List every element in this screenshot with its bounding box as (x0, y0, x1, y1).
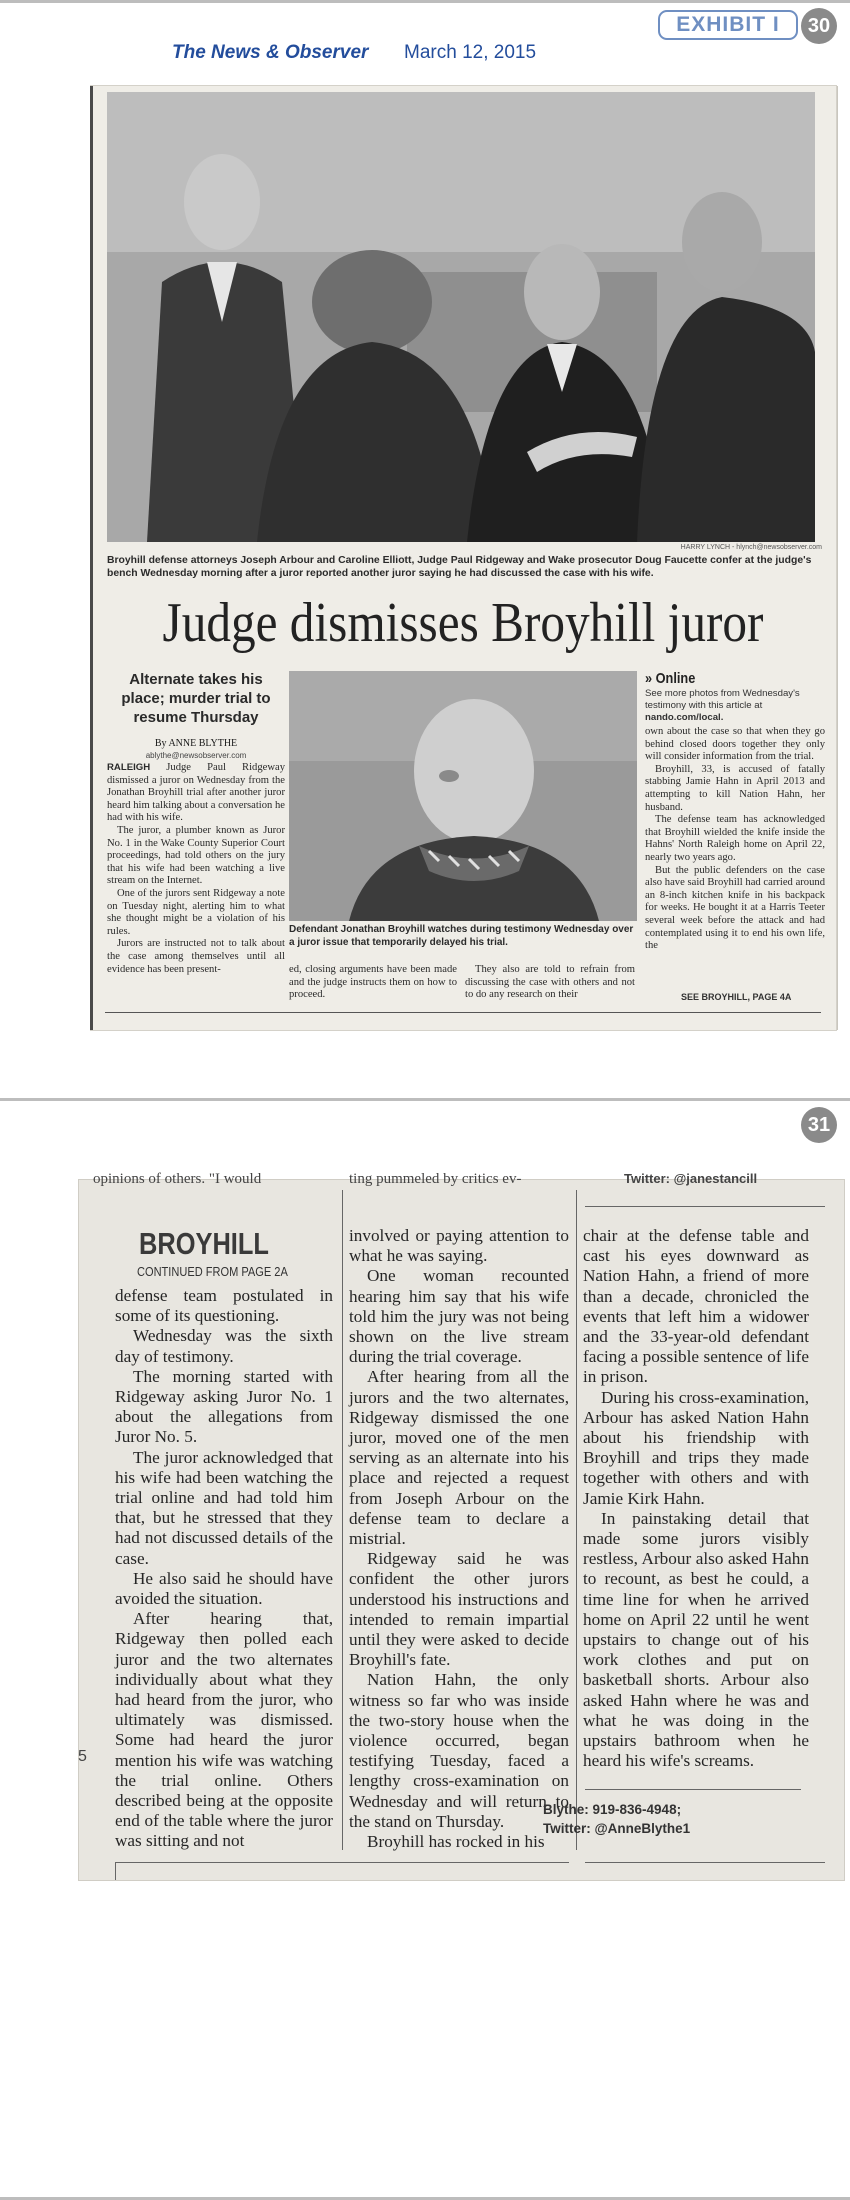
article-paragraph: In painstaking detail that made some jurors visibly restless, Arbour also asked Hahn to recount, as best he could, a time line for when he arrived home on April 22 until he went upstairs to change out of his work clothes and put on basketball shorts. Arbour also asked Hahn where he was and what he was doing in the upstairs bathroom when he heard his wife's screams. (583, 1508, 809, 1771)
online-link[interactable]: nando.com/local. (645, 712, 724, 723)
article-paragraph: Broyhill has rocked in his (367, 1832, 545, 1852)
author-phone: Blythe: 919-836-4948; (543, 1802, 682, 1817)
article-paragraph: Nation Hahn, the only witness so far who was inside the two-story house when the violence occurred, began testifying Tuesday, faced a lengthy cross-examination on Wednesday and will return to the stand on Thursday. (349, 1670, 569, 1831)
article-paragraph: After hearing that, Ridgeway then polled each juror and the two alternates individually about what they had heard from the juror, who ultimately was dismissed. Some had heard the juror mention his wife was watching the trial online. Others described being at the opposite end of the table where the juror was sitting and not (115, 1609, 333, 1851)
article-paragraph: After hearing from all the jurors and the two alternates, Ridgeway dismissed the one juror, moved one of the men serving as an alternate into his place and rejected a request from Joseph Arbour on the defense team to declare a mistrial. (349, 1367, 569, 1549)
courtroom-photo (107, 92, 815, 542)
bottom-rule (585, 1862, 825, 1863)
page-divider (0, 1098, 850, 1101)
page-number-badge-2: 31 (801, 1107, 837, 1143)
cut-text-middle: ting pummeled by critics ev- (349, 1171, 522, 1187)
page-top-border (0, 0, 850, 3)
article-paragraph (107, 762, 285, 825)
continued-from-label: CONTINUED FROM PAGE 2A (137, 1264, 288, 1279)
defendant-photo (289, 671, 637, 921)
article-paragraph: During his cross-examination, Arbour has asked Nation Hahn about his friendship with Broyhill and trips they made together with others and with Jamie Kirk Hahn. (583, 1387, 809, 1508)
article-paragraph: One of the jurors sent Ridgeway a note on Tuesday night, alerting him to what she thought might be a violation of his rules. (107, 887, 285, 937)
photo-credit: HARRY LYNCH - hlynch@newsobserver.com (680, 544, 822, 551)
article-paragraph: own about the case so that when they go behind closed doors together they only will consider information from the trial. (645, 726, 825, 763)
article-column-1 (107, 762, 285, 976)
article-paragraph: The juror, a plumber known as Juror No. 1 in the Wake County Superior Court proceedings, had told others on the jury that his wife had been watching a live stream on the Internet. (107, 824, 285, 887)
contact-rule (585, 1789, 801, 1790)
subheadline: Alternate takes his place; murder trial to resume Thursday (121, 671, 271, 726)
article-paragraph: One woman recounted hearing him say that his wife told him the jury was not being shown on the live stream during the trial coverage. (349, 1266, 569, 1367)
exhibit-label: EXHIBIT I (658, 10, 798, 40)
author-contact (543, 1800, 690, 1838)
newspaper-clipping-page1 (91, 86, 836, 1030)
courtroom-photo-illustration (107, 92, 815, 542)
photo-caption: Broyhill defense attorneys Joseph Arbour and Caroline Elliott, Judge Paul Ridgeway and Wake prosecutor Doug Faucette confer at the judge's bench Wednesday morning after a juror reported another juror saying he had discussed the case with his wife. (107, 555, 812, 579)
paragraph-text: Judge Paul Ridgeway dismissed a juror on Wednesday from the Jonathan Broyhill trial after another juror heard him talking about a conversation he had with his wife. (107, 762, 285, 824)
publication-name: The News & Observer (172, 42, 369, 63)
online-promo (645, 688, 825, 724)
headline: Judge dismisses Broyhill juror (162, 592, 764, 654)
newspaper-clipping-page2 (79, 1171, 844, 1880)
publication-date: March 12, 2015 (404, 42, 537, 63)
article-column-3 (465, 964, 635, 1002)
article-paragraph: ed, closing arguments have been made and the judge instructs them on how to proceed. (289, 964, 457, 1001)
article-paragraph: Wednesday was the sixth day of testimony. (115, 1326, 333, 1366)
article-column-2 (289, 964, 457, 1002)
cut-text-right: Twitter: @janestancill (624, 1171, 758, 1186)
article-paragraph: The defense team has acknowledged that Broyhill wielded the knife inside the Hahns' North Raleigh home on April 22, nearly two years ago. (645, 814, 825, 863)
column-rule (585, 1206, 825, 1207)
jump-column-1 (115, 1286, 333, 1852)
article-paragraph: chair at the defense table and cast his eyes downward as Nation Hahn, a friend of more than a decade, chronicled the events that left him a widower and the 33-year-old defendant facing a possible sentence of life in prison. (583, 1226, 809, 1387)
cut-text-left: opinions of others. "I would (93, 1171, 262, 1187)
article-paragraph: He also said he should have avoided the situation. (115, 1568, 333, 1609)
bottom-rule (105, 1012, 821, 1013)
dateline: RALEIGH (107, 762, 151, 773)
continued-on-label: SEE BROYHILL, PAGE 4A (681, 992, 792, 1002)
column-divider (342, 1190, 343, 1850)
margin-mark: 5 (78, 1748, 87, 1765)
box-edge (115, 1862, 116, 1880)
jump-headline: BROYHILL (139, 1226, 269, 1261)
article-paragraph: The morning started with Ridgeway asking Juror No. 1 about the allegations from Juror No. 5. (115, 1366, 333, 1447)
online-heading: » Online (645, 670, 696, 687)
article-paragraph: defense team postulated in some of its questioning. (115, 1286, 333, 1326)
article-paragraph: Ridgeway said he was confident the other jurors understood his instructions and intended to remain impartial until they were asked to decide Broyhill's fate. (349, 1549, 569, 1670)
page-number-badge: 30 (801, 8, 837, 44)
bottom-rule (115, 1862, 569, 1863)
clipping-edge-shadow (90, 86, 93, 1030)
jump-column-3 (583, 1226, 809, 1771)
defendant-photo-caption: Defendant Jonathan Broyhill watches during testimony Wednesday over a juror issue that temporarily delayed his trial. (289, 924, 634, 948)
article-paragraph: But the public defenders on the case also have said Broyhill had carried around an 8-inch kitchen knife in his backpack for weeks. He bought it at a Harris Teeter several week before the attack and had contemplated using it to end his own life, the (645, 864, 825, 952)
byline-email: ablythe@newsobserver.com (145, 751, 247, 760)
article-paragraph: involved or paying attention to what he was saying. (349, 1226, 569, 1266)
column-divider (576, 1190, 577, 1850)
article-column-4 (645, 726, 825, 953)
byline: By ANNE BLYTHE (154, 738, 238, 749)
jump-column-2 (349, 1226, 569, 1852)
online-promo-text: See more photos from Wednesday's testimony with this article at (645, 688, 800, 711)
defendant-photo-illustration (289, 671, 637, 921)
cut-off-top-line (79, 1171, 844, 1194)
article-paragraph: Broyhill, 33, is accused of fatally stabbing Jamie Hahn in April 2013 and attempting to kill Nation Hahn, her husband. (645, 763, 825, 813)
author-twitter: Twitter: @AnneBlythe1 (543, 1821, 691, 1836)
article-paragraph: Jurors are instructed not to talk about the case among themselves until all evidence has been present- (107, 938, 285, 975)
article-paragraph: They also are told to refrain from discussing the case with others and not to do any research on their (465, 964, 635, 1001)
article-paragraph: The juror acknowledged that his wife had been watching the trial online and had told him that, but he stressed that they had not discussed details of the case. (115, 1447, 333, 1568)
